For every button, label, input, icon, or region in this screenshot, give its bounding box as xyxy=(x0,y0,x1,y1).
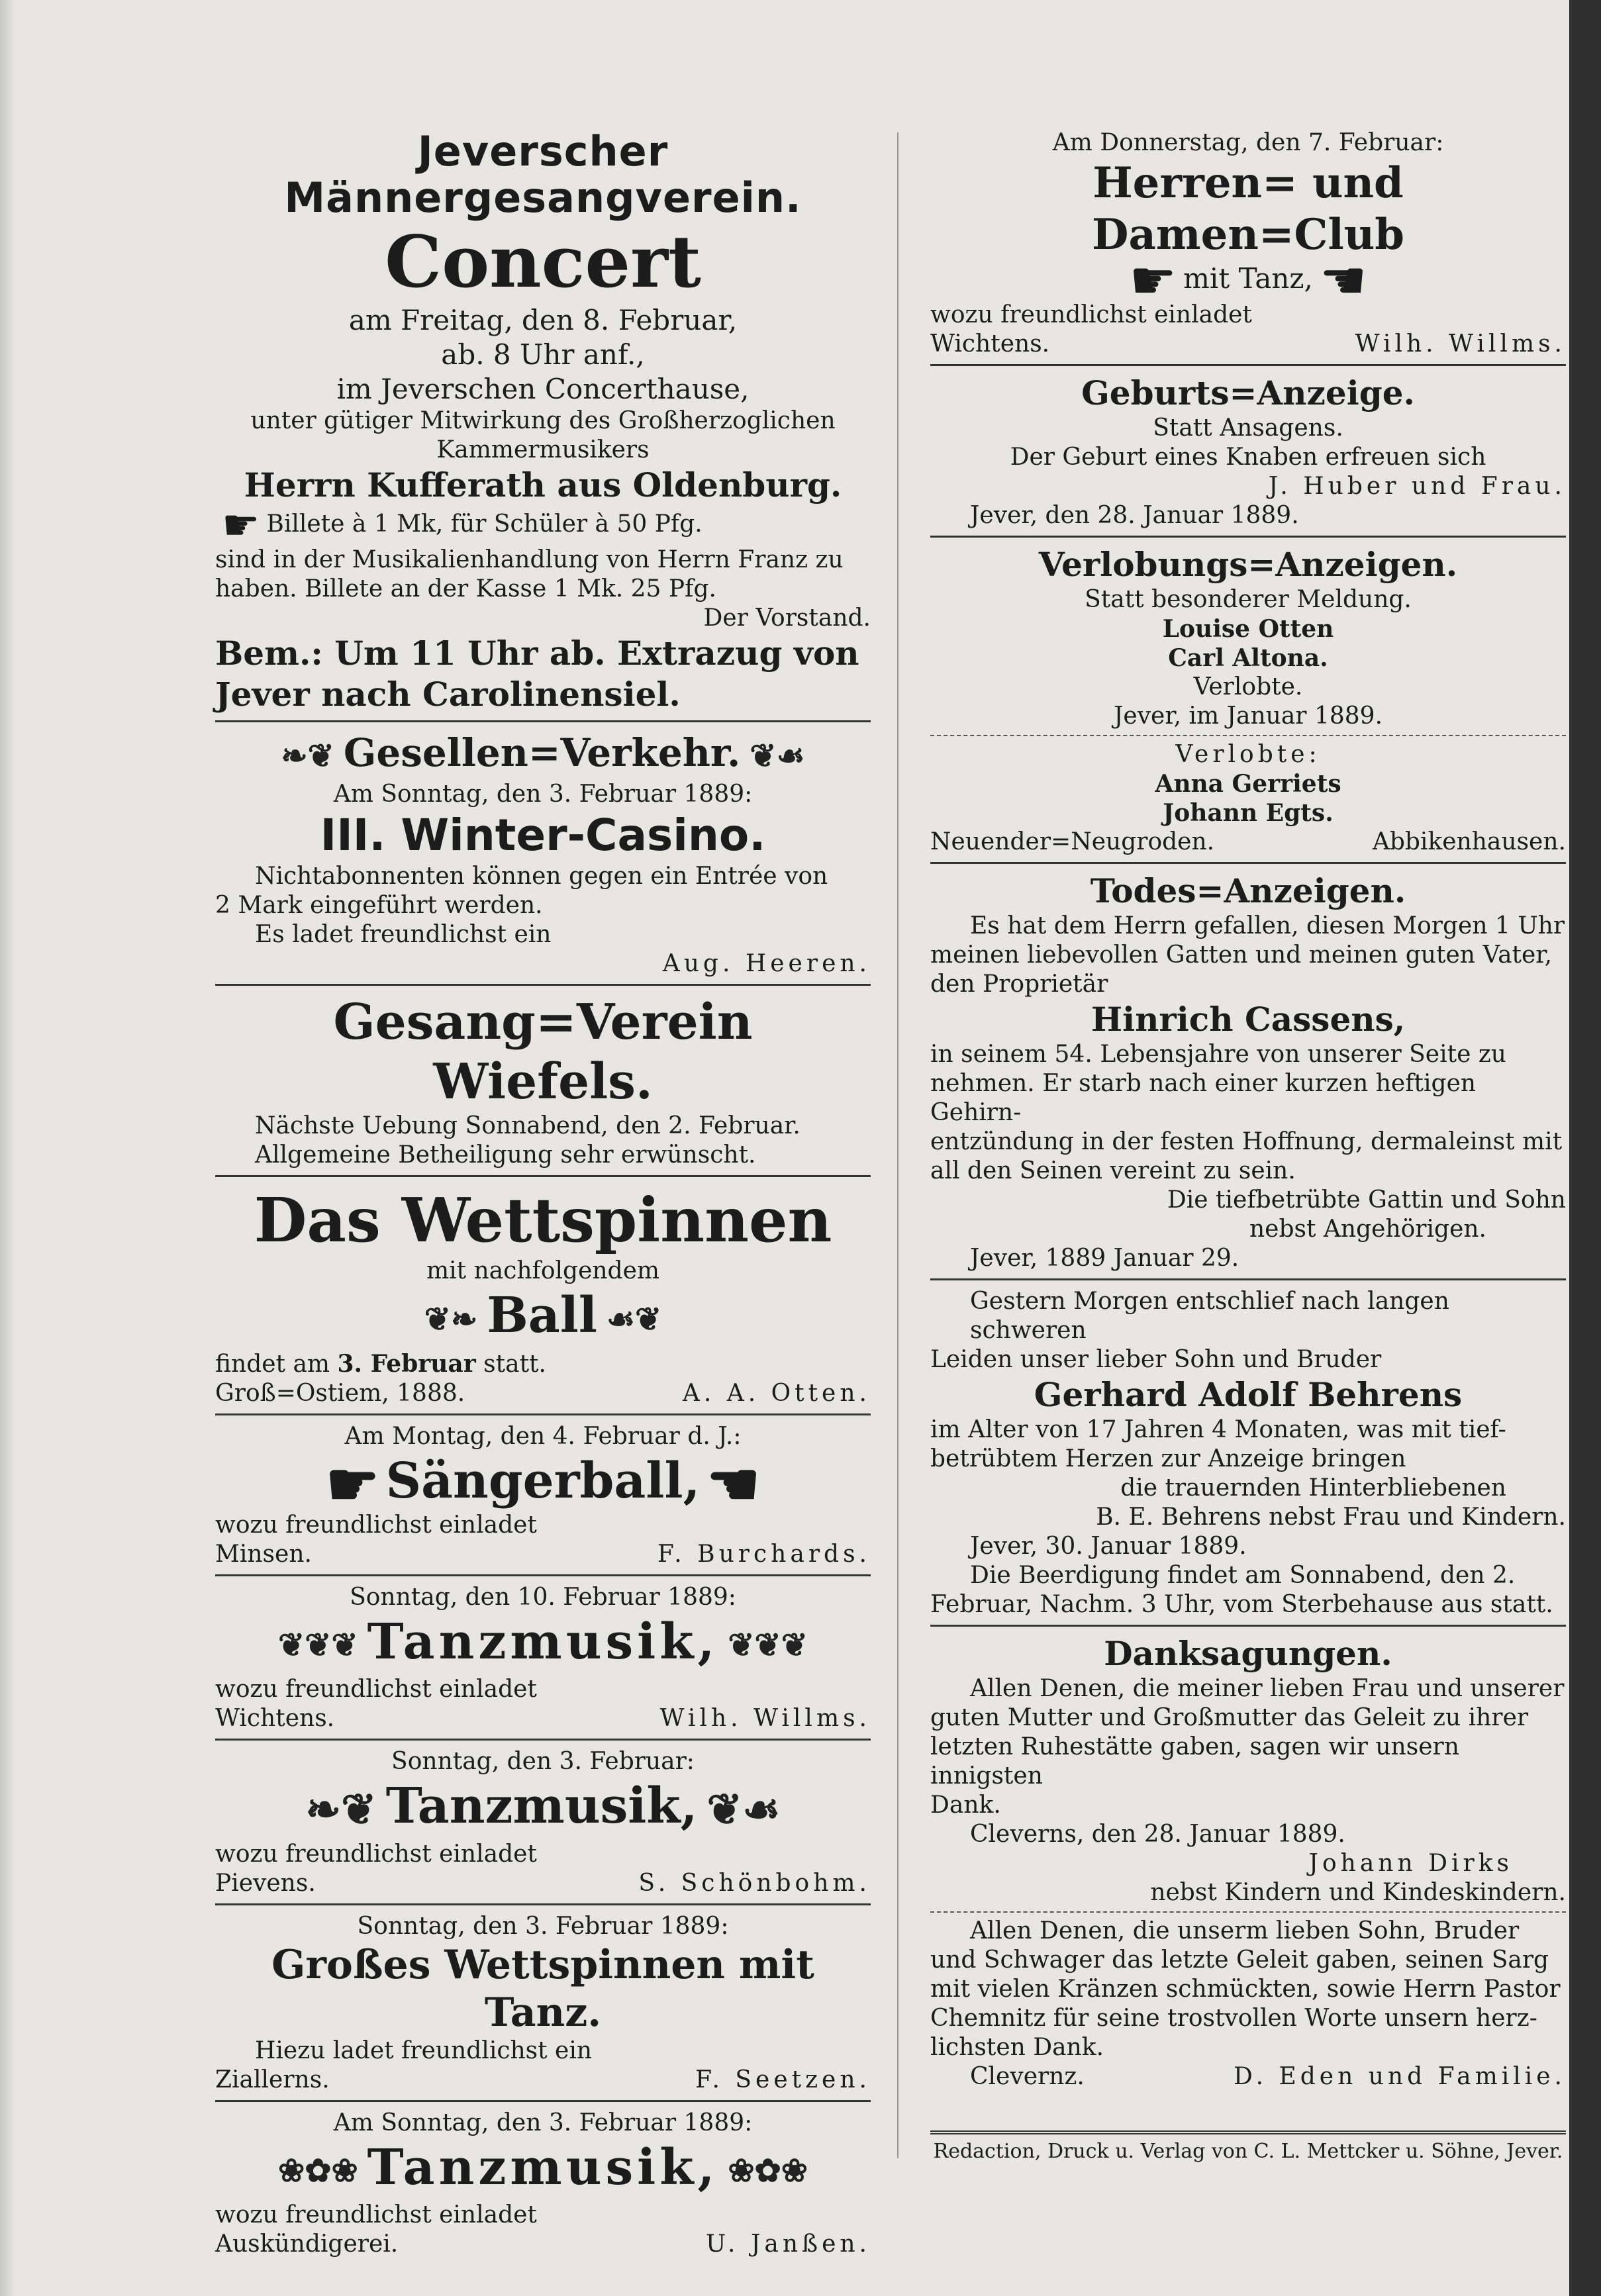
text-line: Cleverns, den 28. Januar 1889. xyxy=(970,1821,1345,1848)
text-line: Am Donnerstag, den 7. Februar: xyxy=(1052,129,1444,156)
ad-danksagungen xyxy=(930,1631,1566,2097)
text-line: wozu freundlichst einladet xyxy=(215,1676,537,1703)
ad-headline: Großes Wettspinnen mit Tanz. xyxy=(271,1941,814,2036)
text-line: mit vielen Kränzen schmückten, sowie Herrn Pastor xyxy=(930,1976,1561,2003)
text-line: Es hat dem Herrn gefallen, diesen Morgen 1 Uhr xyxy=(970,912,1565,939)
text-span: 3. Februar xyxy=(337,1349,476,1378)
ad-tanzmusik-pievens xyxy=(215,1745,871,1905)
place: Clevernz. xyxy=(970,2063,1085,2090)
ad-headline: Gesang=Verein Wiefels. xyxy=(333,994,753,1110)
column-divider xyxy=(897,132,898,2158)
text-line: Jever nach Carolinensiel. xyxy=(215,675,681,714)
name-line: Louise Otten xyxy=(1162,615,1334,643)
text-line: Verlobte. xyxy=(1193,673,1303,700)
text-line xyxy=(215,501,871,550)
text-line: Die Beerdigung findet am Sonnabend, den 2. xyxy=(970,1562,1516,1589)
text-line: wozu freundlichst einladet xyxy=(215,1511,537,1539)
ad-headline xyxy=(215,729,871,780)
ad-geburts-anzeige xyxy=(930,370,1566,538)
ad-tanzmusik-auskuendigerei xyxy=(215,2106,871,2265)
text-line: Statt Ansagens. xyxy=(1153,414,1343,442)
text-line: 2 Mark eingeführt werden. xyxy=(215,892,543,919)
text-line: mit nachfolgendem xyxy=(426,1257,660,1284)
text-line: Sonntag, den 10. Februar 1889: xyxy=(350,1583,736,1611)
ad-verlobungs-anzeigen xyxy=(930,542,1566,864)
text-line: Jever, den 28. Januar 1889. xyxy=(970,502,1299,529)
text-line: all den Seinen vereint zu sein. xyxy=(930,1157,1296,1184)
ad-title-line: Jeverscher xyxy=(417,127,669,175)
ad-maennergesangverein xyxy=(215,126,871,722)
ad-tanzmusik-wichtens xyxy=(215,1580,871,1741)
name-line: Carl Altona. xyxy=(1168,644,1328,672)
text-line: am Freitag, den 8. Februar, xyxy=(348,304,738,336)
place: Pievens. xyxy=(215,1869,316,1897)
ad-grosses-wettspinnen xyxy=(215,1909,871,2102)
ad-footer-row xyxy=(930,2062,1566,2091)
ad-headline xyxy=(215,1776,871,1840)
ad-footer-row xyxy=(215,1540,871,1569)
ad-gesang-verein-wiefels xyxy=(215,990,871,1177)
headline-text: Tanzmusik, xyxy=(367,2138,719,2196)
text-line: Der Geburt eines Knaben erfreuen sich xyxy=(1010,444,1486,471)
text-line: Jever, im Januar 1889. xyxy=(1113,702,1383,730)
signature: D. Eden und Familie. xyxy=(1233,2063,1566,2090)
text-span: findet am xyxy=(215,1350,338,1378)
text-line: nebst Kindern und Kindeskindern. xyxy=(1150,1879,1566,1906)
text-line: Nächste Uebung Sonnabend, den 2. Februar. xyxy=(255,1112,800,1139)
signature: Wilh. Willms. xyxy=(1355,330,1566,358)
text-line: wozu freundlichst einladet xyxy=(215,2201,537,2228)
signature: S. Schönbohm. xyxy=(638,1869,871,1897)
ad-wettspinnen xyxy=(215,1181,871,1415)
text-line: entzündung in der festen Hoffnung, dermaleinst mit xyxy=(930,1128,1563,1155)
ad-todes-anzeige-behrens xyxy=(930,1284,1566,1627)
text-line: und Schwager das letzte Geleit gaben, seinen Sarg xyxy=(930,1946,1549,1974)
text-line: sind in der Musikalienhandlung von Herrn Franz zu xyxy=(215,546,844,573)
text-line: Herrn Kufferath aus Oldenburg. xyxy=(244,465,842,504)
text-line: Verlobte: xyxy=(1175,741,1321,768)
pointing-hand-icon: ☛ xyxy=(325,1449,379,1519)
text-line: Sonntag, den 3. Februar 1889: xyxy=(357,1912,729,1940)
text-line: Allen Denen, die meiner lieben Frau und unserer xyxy=(970,1675,1565,1702)
floral-ornament-icon: ❦❦❦ xyxy=(728,1627,808,1664)
ad-todes-anzeigen xyxy=(930,868,1566,1280)
text-line: Sonntag, den 3. Februar: xyxy=(391,1748,695,1775)
ad-headline xyxy=(215,1612,871,1676)
place: Auskündigerei. xyxy=(215,2230,399,2258)
pointing-hand-icon: ☚ xyxy=(1319,250,1367,311)
floral-ornament-icon: ❦❦❦ xyxy=(278,1627,358,1664)
section-heading: Geburts=Anzeige. xyxy=(1081,373,1415,412)
text-line: wozu freundlichst einladet xyxy=(930,301,1252,328)
ad-footer-row xyxy=(930,330,1566,359)
ad-footer-row xyxy=(930,828,1566,857)
text-line: den Proprietär xyxy=(930,971,1108,998)
text-line: ab. 8 Uhr anf., xyxy=(441,338,645,371)
place: Abbikenhausen. xyxy=(1372,828,1566,855)
text-line: im Alter von 17 Jahren 4 Monaten, was mit tief- xyxy=(930,1416,1506,1443)
place: Neuender=Neugroden. xyxy=(930,828,1215,855)
floral-ornament-icon: ❧❦ xyxy=(281,738,334,775)
text-span: Billete à 1 Mk, für Schüler à 50 Pfg. xyxy=(266,510,703,538)
signature: F. Seetzen. xyxy=(695,2066,871,2093)
text-line: meinen liebevollen Gatten und meinen guten Vater, xyxy=(930,941,1553,969)
text-line: Nichtabonnenten können gegen ein Entrée von xyxy=(255,863,828,890)
place: Wichtens. xyxy=(930,330,1050,358)
place: Groß=Ostiem, 1888. xyxy=(215,1379,465,1407)
text-line: nebst Angehörigen. xyxy=(1249,1216,1486,1243)
ad-title-line: Männergesangverein. xyxy=(284,173,802,222)
text-line: lichsten Dank. xyxy=(930,2034,1104,2061)
text-line: in seinem 54. Lebensjahre von unserer Seite zu xyxy=(930,1041,1506,1068)
text-line: Leiden unser lieber Sohn und Bruder xyxy=(930,1346,1382,1373)
text-line: Februar, Nachm. 3 Uhr, vom Sterbehause aus statt. xyxy=(930,1591,1553,1618)
signature: Aug. Heeren. xyxy=(662,950,871,977)
place: Minsen. xyxy=(215,1540,312,1568)
ad-footer-row xyxy=(215,1869,871,1898)
text-line: B. E. Behrens nebst Frau und Kindern. xyxy=(1096,1504,1566,1531)
ad-footer-row xyxy=(215,1704,871,1733)
name-line: Gerhard Adolf Behrens xyxy=(1034,1375,1463,1414)
right-column xyxy=(930,126,1566,2101)
headline-text: Gesellen=Verkehr. xyxy=(343,730,741,775)
headline-text: Tanzmusik, xyxy=(385,1778,698,1835)
text-line: Allen Denen, die unserm lieben Sohn, Bruder xyxy=(970,1917,1520,1944)
scan-edge xyxy=(1569,0,1601,2296)
headline-text: Sängerball, xyxy=(385,1452,701,1509)
text-line: Statt besonderer Meldung. xyxy=(1085,586,1412,613)
floral-ornament-icon: ❦☙ xyxy=(750,738,805,775)
text-line: Die tiefbetrübte Gattin und Sohn xyxy=(1167,1186,1566,1214)
ad-footer-row xyxy=(215,2230,871,2259)
text-line: Jever, 30. Januar 1889. xyxy=(970,1533,1247,1560)
text-line: Dank. xyxy=(930,1792,1001,1819)
floral-ornament-icon: ❦❧ xyxy=(424,1300,478,1338)
section-heading: Verlobungs=Anzeigen. xyxy=(1038,545,1458,584)
text-line: Am Sonntag, den 3. Februar 1889: xyxy=(333,2109,753,2136)
signature: F. Burchards. xyxy=(657,1540,871,1568)
text-line xyxy=(215,1349,871,1379)
place: Wichtens. xyxy=(215,1705,335,1732)
text-line: Es ladet freundlichst ein xyxy=(255,921,552,948)
text-line: Hiezu ladet freundlichst ein xyxy=(255,2036,593,2064)
text-line: haben. Billete an der Kasse 1 Mk. 25 Pfg. xyxy=(215,575,716,602)
pointing-hand-icon: ☚ xyxy=(706,1449,761,1519)
text-line: Jever, 1889 Januar 29. xyxy=(970,1245,1239,1272)
text-line: Am Montag, den 4. Februar d. J.: xyxy=(344,1422,742,1450)
text-line: Chemnitz für seine trostvollen Worte unsern herz- xyxy=(930,2005,1537,2032)
ad-headline xyxy=(215,2138,871,2201)
floral-ornament-icon: ☙❦ xyxy=(606,1300,662,1338)
place: Ziallerns. xyxy=(215,2066,330,2093)
ad-headline xyxy=(215,1286,871,1349)
ad-gesellen-verkehr xyxy=(215,726,871,986)
ad-footer-row xyxy=(215,1379,871,1408)
ad-headline: Concert xyxy=(385,220,701,304)
signature: Der Vorstand. xyxy=(703,604,871,632)
ad-herren-damen-club xyxy=(930,126,1566,366)
imprint-footer: Redaction, Druck u. Verlag von C. L. Mettcker u. Söhne, Jever. xyxy=(930,2130,1566,2165)
text-line: Kammermusikers xyxy=(436,436,650,463)
text-line: guten Mutter und Großmutter das Geleit zu ihrer xyxy=(930,1704,1529,1731)
text-span: statt. xyxy=(475,1350,546,1378)
text-line: betrübtem Herzen zur Anzeige bringen xyxy=(930,1445,1406,1472)
text-line: nehmen. Er starb nach einer kurzen heftigen Gehirn- xyxy=(930,1070,1477,1126)
cherub-ornament-icon: ❀✿❀ xyxy=(728,2152,808,2189)
signature: A. A. Otten. xyxy=(682,1379,871,1407)
floral-ornament-icon: ❧❦ xyxy=(305,1784,377,1835)
signature: J. Huber und Frau. xyxy=(1268,473,1566,500)
floral-ornament-icon: ❦☙ xyxy=(706,1784,781,1835)
text-line: letzten Ruhestätte gaben, sagen wir unsern innigsten xyxy=(930,1733,1459,1790)
pointing-hand-icon: ☛ xyxy=(1129,250,1177,311)
signature: U. Janßen. xyxy=(706,2230,871,2258)
text-line: Allgemeine Betheiligung sehr erwünscht. xyxy=(255,1141,756,1169)
ad-headline: Herren= und Damen=Club xyxy=(1091,158,1405,260)
page-shadow xyxy=(0,0,16,2296)
ad-saengerball xyxy=(215,1419,871,1576)
name-line: Hinrich Cassens, xyxy=(1091,1000,1406,1039)
section-heading: Todes=Anzeigen. xyxy=(1090,871,1406,910)
separator xyxy=(930,1911,1566,1913)
left-column xyxy=(215,126,871,2268)
text-span: mit Tanz, xyxy=(1183,262,1313,295)
text-line: die trauernden Hinterbliebenen xyxy=(1120,1474,1506,1502)
text-line: Gestern Morgen entschlief nach langen schweren xyxy=(970,1288,1449,1344)
pointing-hand-icon: ☛ xyxy=(222,501,260,550)
text-line xyxy=(930,250,1566,311)
text-line: wozu freundlichst einladet xyxy=(215,1840,537,1868)
text-line: Bem.: Um 11 Uhr ab. Extrazug von xyxy=(215,634,859,673)
text-line: Am Sonntag, den 3. Februar 1889: xyxy=(333,781,753,808)
text-line: unter gütiger Mitwirkung des Großherzoglichen xyxy=(250,407,836,434)
ad-headline: Das Wettspinnen xyxy=(254,1184,832,1256)
text-line: im Jeverschen Concerthause, xyxy=(336,373,750,405)
signature: Wilh. Willms. xyxy=(659,1705,871,1732)
separator xyxy=(930,735,1566,736)
headline-text: Tanzmusik, xyxy=(367,1613,719,1670)
ad-headline: III. Winter-Casino. xyxy=(320,810,766,861)
ad-headline xyxy=(215,1449,871,1519)
cherub-ornament-icon: ❀✿❀ xyxy=(278,2152,358,2189)
ad-footer-row xyxy=(215,2066,871,2095)
section-heading: Danksagungen. xyxy=(1104,1634,1392,1673)
headline-text: Ball xyxy=(487,1287,597,1344)
name-line: Anna Gerriets xyxy=(1155,770,1341,798)
signature: Johann Dirks xyxy=(1308,1850,1513,1877)
name-line: Johann Egts. xyxy=(1163,799,1334,827)
